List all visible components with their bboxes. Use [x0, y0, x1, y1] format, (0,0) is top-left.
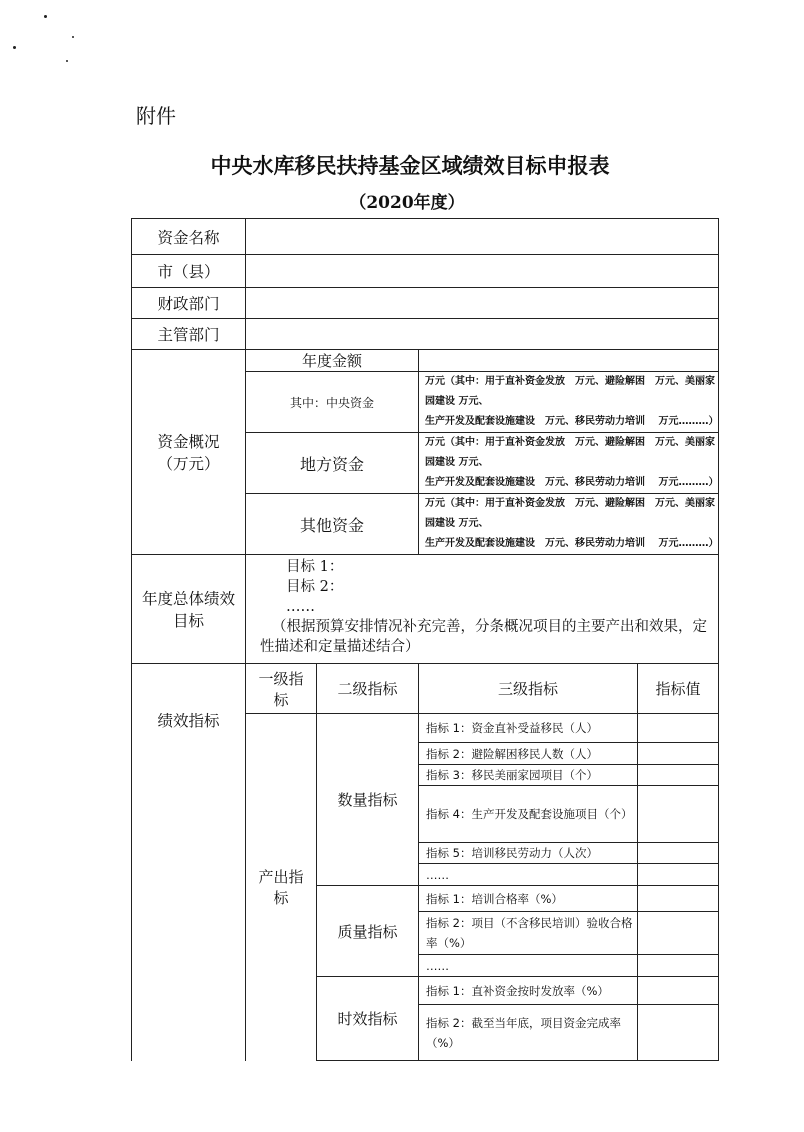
scan-speck [44, 15, 47, 18]
indicator-value[interactable] [638, 977, 719, 1005]
detail-line: 生产开发及配套设施建设 万元、移民劳动力培训 万元………） [425, 477, 719, 488]
finance-dept-field[interactable] [246, 288, 719, 319]
city-field[interactable] [246, 255, 719, 288]
other-funds-label: 其他资金 [246, 494, 419, 555]
detail-line: 万元（其中：用于直补资金发放 万元、避险解困 万元、美丽家园建设 万元、 [425, 498, 715, 529]
detail-line: 生产开发及配套设施建设 万元、移民劳动力培训 万元………） [425, 538, 719, 549]
attachment-label: 附件 [136, 104, 176, 128]
goal-label-line2: 目标 [172, 612, 204, 630]
output-indicators-label [246, 714, 317, 1061]
annual-goal-field[interactable] [246, 555, 719, 664]
indicator-row: 指标 2：避险解困移民人数（人） [419, 743, 638, 765]
label-line: 标 [273, 889, 289, 908]
level3-header: 三级指标 [419, 664, 638, 714]
level1-header [246, 664, 317, 714]
indicator-row: 指标 1：培训合格率（%） [419, 886, 638, 912]
annual-amount-label: 年度金额 [246, 350, 419, 372]
indicator-value[interactable] [638, 743, 719, 765]
indicator-row: 指标 5：培训移民劳动力（人次） [419, 843, 638, 864]
label-line: 产出指 [258, 868, 304, 887]
goal-note: （根据预算安排情况补充完善，分条概况项目的主要产出和效果，定性描述和定量描述结合） [260, 619, 707, 655]
indicator-row: 指标 4：生产开发及配套设施项目（个） [419, 786, 638, 843]
header-line: 标 [273, 690, 289, 709]
goal-2: 目标 2： [286, 579, 344, 595]
quantity-indicators-label: 数量指标 [317, 714, 419, 886]
indicator-row: …… [419, 955, 638, 977]
indicator-value[interactable] [638, 714, 719, 743]
declaration-form-table [131, 218, 719, 1061]
indicator-value[interactable] [638, 955, 719, 977]
city-label: 市（县） [132, 255, 246, 288]
indicator-value[interactable] [638, 886, 719, 912]
local-funds-label: 地方资金 [246, 433, 419, 494]
level2-header: 二级指标 [317, 664, 419, 714]
funds-label-line1: 资金概况 [157, 433, 220, 451]
detail-line: 万元（其中：用于直补资金发放 万元、避险解困 万元、美丽家园建设 万元、 [425, 376, 715, 407]
funds-label-line2: （万元） [157, 455, 220, 473]
fund-name-label: 资金名称 [132, 219, 246, 255]
local-funds-detail[interactable] [419, 433, 719, 494]
supervising-dept-field[interactable] [246, 319, 719, 350]
goal-ellipsis: …… [286, 599, 315, 615]
indicator-row: 指标 1：资金直补受益移民（人） [419, 714, 638, 743]
indicator-value[interactable] [638, 786, 719, 843]
indicator-row: 指标 2：项目（不含移民培训）验收合格率（%） [419, 912, 638, 955]
central-funds-label: 其中：中央资金 [246, 372, 419, 433]
finance-dept-label: 财政部门 [132, 288, 246, 319]
annual-amount-field[interactable] [419, 350, 719, 372]
central-funds-detail[interactable] [419, 372, 719, 433]
value-header: 指标值 [638, 664, 719, 714]
timeliness-indicators-label: 时效指标 [317, 977, 419, 1061]
goal-label-line1: 年度总体绩效 [141, 590, 235, 608]
supervising-dept-label: 主管部门 [132, 319, 246, 350]
indicator-row: 指标 3：移民美丽家园项目（个） [419, 765, 638, 786]
detail-line: 生产开发及配套设施建设 万元、移民劳动力培训 万元………） [425, 416, 719, 427]
detail-line: 万元（其中：用于直补资金发放 万元、避险解困 万元、美丽家园建设 万元、 [425, 437, 715, 468]
performance-indicators-label: 绩效指标 [132, 664, 246, 1061]
indicator-value[interactable] [638, 843, 719, 864]
indicator-value[interactable] [638, 864, 719, 886]
scan-speck [72, 36, 74, 38]
indicator-value[interactable] [638, 1005, 719, 1061]
fund-name-field[interactable] [246, 219, 719, 255]
page-subtitle: （2020年度） [349, 193, 465, 213]
header-line: 一级指 [258, 669, 304, 688]
page-title: 中央水库移民扶持基金区域绩效目标申报表 [210, 153, 610, 178]
indicator-value[interactable] [638, 765, 719, 786]
indicator-row: 指标 1：直补资金按时发放率（%） [419, 977, 638, 1005]
goal-1: 目标 1： [286, 559, 344, 575]
scan-speck [66, 60, 68, 62]
annual-goal-label [132, 555, 246, 664]
funds-overview-label [132, 350, 246, 555]
quality-indicators-label: 质量指标 [317, 886, 419, 977]
other-funds-detail[interactable] [419, 494, 719, 555]
indicator-value[interactable] [638, 912, 719, 955]
scan-speck [13, 46, 16, 49]
indicator-row: …… [419, 864, 638, 886]
indicator-row: 指标 2：截至当年底，项目资金完成率（%） [419, 1005, 638, 1061]
